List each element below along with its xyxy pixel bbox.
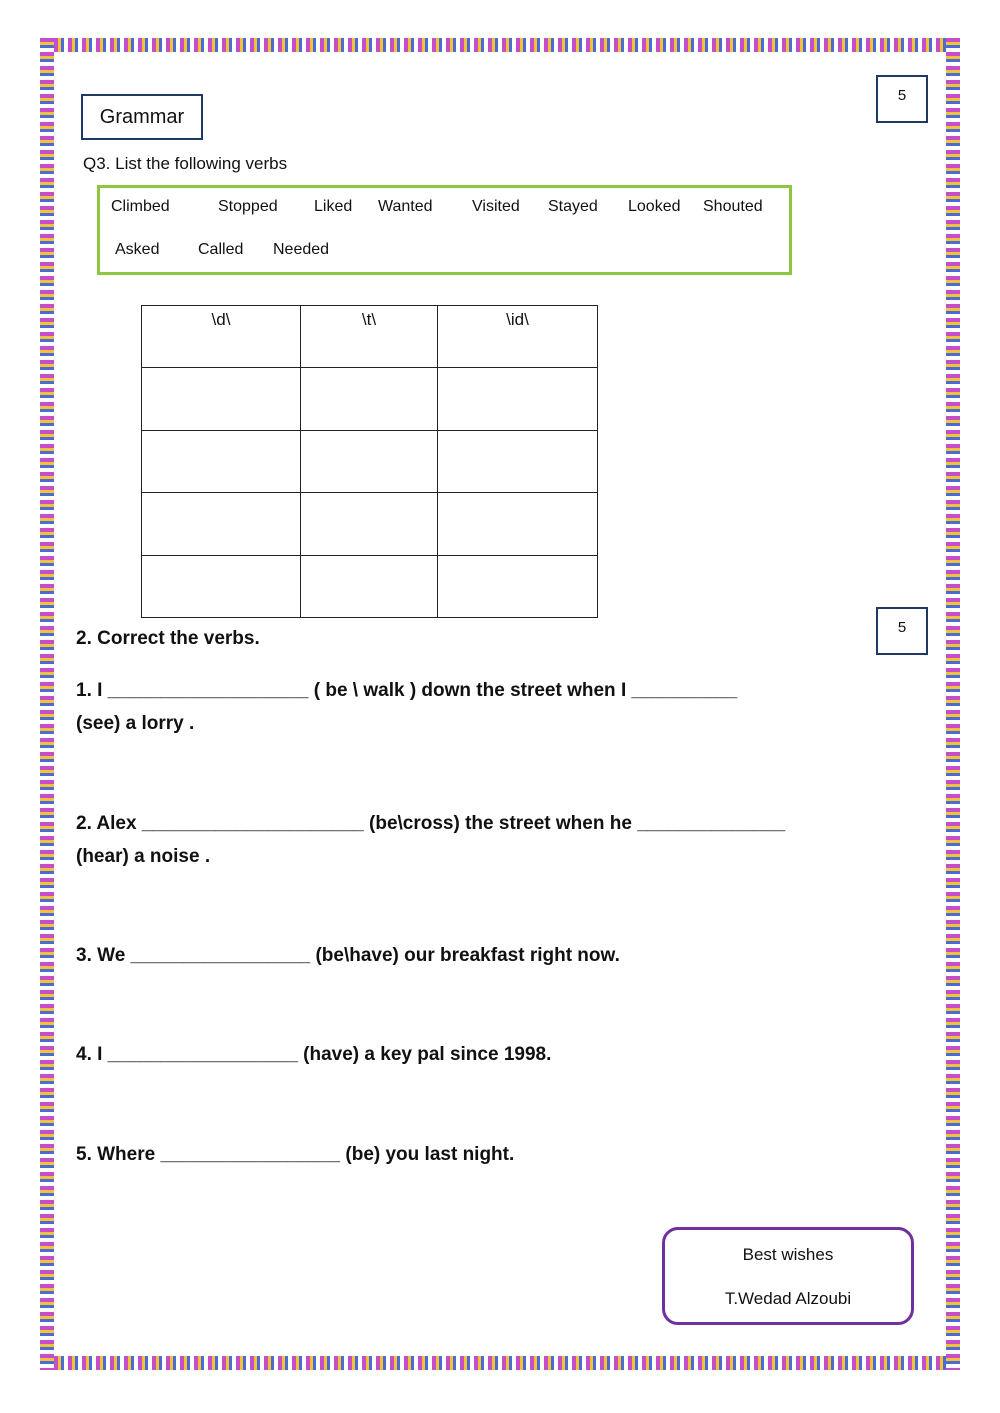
table-cell[interactable] — [438, 368, 598, 431]
exercise-item-2 — [76, 807, 785, 873]
table-cell[interactable] — [301, 556, 438, 618]
signature-greeting: Best wishes — [742, 1245, 834, 1264]
table-cell[interactable] — [142, 493, 301, 556]
verb-item: Visited — [472, 198, 520, 215]
verb-item: Climbed — [111, 198, 170, 215]
verb-item: Shouted — [703, 198, 763, 215]
verb-bank — [97, 185, 792, 275]
table-header-id: \id\ — [438, 306, 598, 368]
exercise-line: (hear) a noise . — [76, 846, 211, 867]
table-header-t: \t\ — [301, 306, 438, 368]
verb-item: Liked — [314, 198, 353, 215]
table-cell[interactable] — [301, 493, 438, 556]
table-cell[interactable] — [142, 556, 301, 618]
table-header-d: \d\ — [142, 306, 301, 368]
exercise-item-3 — [76, 939, 620, 972]
score-box-q3 — [876, 75, 928, 123]
exercise-line: 1. I ___________________ ( be \ walk ) down the street when I __________ — [76, 680, 738, 701]
table-header-row — [142, 306, 598, 368]
score-value: 5 — [897, 87, 907, 104]
decorative-border-right — [946, 38, 960, 1370]
table-row — [142, 493, 598, 556]
signature-name: T.Wedad Alzoubi — [724, 1289, 852, 1308]
signature-box — [662, 1227, 914, 1325]
table-cell[interactable] — [142, 431, 301, 493]
verb-item: Needed — [273, 241, 330, 258]
decorative-border-bottom — [40, 1356, 960, 1370]
q3-title: Q3. List the following verbs — [83, 154, 288, 173]
section2-title: 2. Correct the verbs. — [76, 628, 260, 649]
exercise-line: 4. I __________________ (have) a key pal since 1998. — [76, 1044, 552, 1065]
table-row — [142, 556, 598, 618]
verb-sort-table — [141, 305, 598, 618]
decorative-border-top — [40, 38, 960, 52]
verb-item: Asked — [115, 241, 160, 258]
table-cell[interactable] — [438, 556, 598, 618]
verb-item: Stayed — [548, 198, 598, 215]
verb-item: Looked — [628, 198, 681, 215]
exercise-item-5 — [76, 1138, 514, 1171]
table-cell[interactable] — [142, 368, 301, 431]
decorative-border-left — [40, 38, 54, 1370]
table-row — [142, 368, 598, 431]
section-label-box — [81, 94, 203, 140]
table-cell[interactable] — [301, 368, 438, 431]
table-cell[interactable] — [301, 431, 438, 493]
verb-item: Wanted — [378, 198, 433, 215]
table-cell[interactable] — [438, 431, 598, 493]
exercise-line: 2. Alex _____________________ (be\cross) the street when he ______________ — [76, 813, 786, 834]
exercise-line: 5. Where _________________ (be) you last night. — [76, 1144, 515, 1165]
table-row — [142, 431, 598, 493]
exercise-line: 3. We _________________ (be\have) our breakfast right now. — [76, 945, 620, 966]
score-value: 5 — [897, 619, 907, 636]
exercise-line: (see) a lorry . — [76, 713, 195, 734]
table-cell[interactable] — [438, 493, 598, 556]
section-label: Grammar — [99, 105, 185, 128]
verb-item: Stopped — [218, 198, 278, 215]
score-box-section2 — [876, 607, 928, 655]
verb-item: Called — [198, 241, 244, 258]
exercise-item-1 — [76, 674, 737, 740]
exercise-item-4 — [76, 1038, 551, 1071]
